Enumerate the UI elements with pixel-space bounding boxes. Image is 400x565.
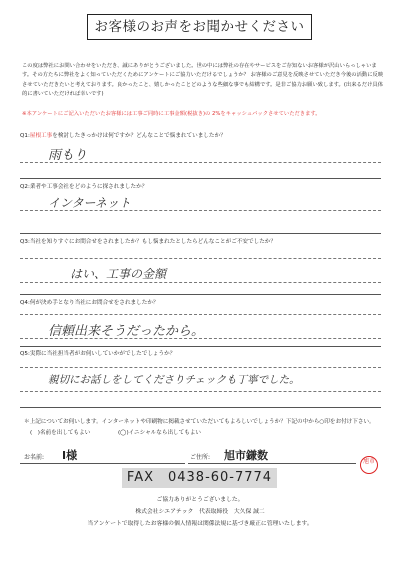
question-1: Q1:屋根工事を検討したきっかけは何ですか？どんなことで悩まれていましたか？	[20, 133, 226, 139]
consent-question: ＊上記についてお伺いします。インターネットや印刷物に掲載させていただいてもよろしいでしょうか？下記の中から○印をお付け下さい。	[24, 419, 375, 425]
company-line: 株式会社シエアテック 代表取締役 大久保 誠二	[135, 509, 265, 515]
name-value: I様	[62, 449, 78, 462]
answer-line	[20, 367, 381, 368]
page-title: お客様のお声をお聞かせください	[87, 14, 312, 40]
divider	[20, 346, 381, 347]
answer-2: インターネット	[48, 196, 131, 210]
address-value: 旭市鎌数	[224, 449, 268, 462]
name-label: お名前:	[24, 454, 45, 461]
intro-text: この度は弊社にお問い合わせをいただき、誠にありがとうございました。世の中には弊社の存在やサービスをご存知ないお客様が沢山いらっしゃいます。その方たちに弊社をよく知っていただくためにアンケートにご協力いただけるでしょうか？ お客様のご意見を反映させていただき今後の活動に反映させていただきたいと考えております。良かったこと、嬉しかったことどのような些細な事でも結構です。是非ご協力お願い致します。(出来るだけ具体的に書いていただければ幸いです)	[22, 62, 384, 98]
answer-5: 親切にお話しをしてくださりチェックも丁寧でした。	[48, 374, 300, 386]
consent-option-name[interactable]: ( )名前を出してもよい	[30, 430, 91, 436]
name-underline	[20, 463, 185, 464]
question-4: Q4:何が決め手となり当社にお問合せをされましたか？	[20, 300, 159, 306]
question-5: Q5:実際に当社担当者がお伺いしていかがでしたでしょうか？	[20, 351, 176, 357]
divider	[20, 233, 381, 234]
privacy-note: 当アンケートで取得したお客様の個人情報は関係法規に基づき厳正に管理いたします。	[87, 521, 313, 527]
address-underline	[188, 463, 356, 464]
answer-line	[20, 314, 381, 315]
fax-number: FAX 0438-60-7774	[122, 468, 277, 488]
question-2: Q2:業者や工事会社をどのように探されましたか？	[20, 184, 148, 190]
address-label: ご住所:	[190, 454, 211, 461]
thanks-text: ご協力ありがとうございました。	[156, 497, 244, 503]
divider	[20, 407, 381, 408]
answer-line	[20, 258, 381, 259]
consent-option-initial[interactable]: (◯)イニシャルなら出してもよい	[118, 430, 202, 436]
divider	[20, 178, 381, 179]
divider	[20, 294, 381, 295]
answer-4: 信頼出来そうだったから。	[48, 324, 205, 339]
intro-block	[22, 52, 384, 119]
question-1-highlight: 屋根工事	[29, 133, 53, 139]
answer-line	[20, 282, 381, 283]
seal-stamp: 旭市	[360, 456, 378, 474]
answer-3: はい、工事の金額	[70, 267, 167, 281]
cashback-note: ※本アンケートにご記入いただいたお客様には工事ご同時に工事金額(税抜き)の 2%をキャッシュバックさせていただきます。	[22, 110, 321, 117]
answer-line	[20, 391, 381, 392]
question-3: Q3:当社を知りすぐにお問合せをされましたか？もし悩まれたとしたらどんなことがご不安でしたか？	[20, 239, 276, 245]
answer-1: 雨もり	[48, 148, 88, 163]
